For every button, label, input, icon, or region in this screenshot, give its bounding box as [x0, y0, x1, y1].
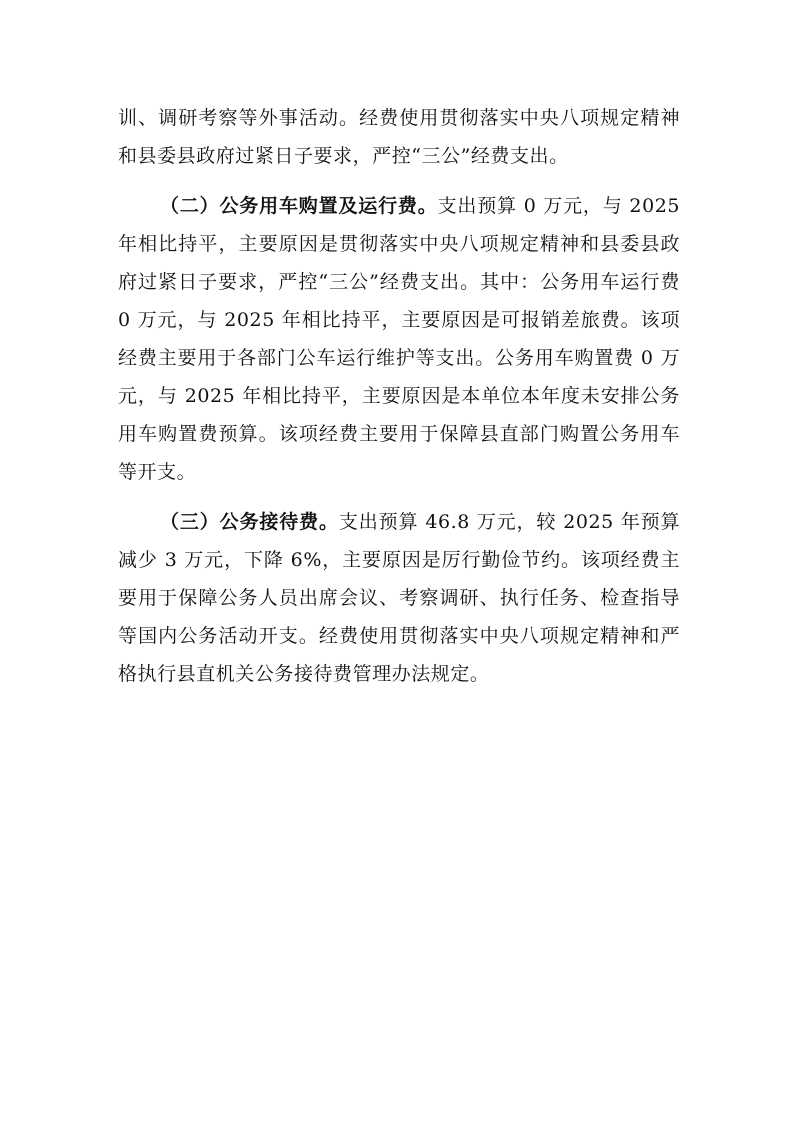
- paragraph-text: 支出预算 46.8 万元，较 2025 年预算减少 3 万元，下降 6%，主要原因是厉行勤俭节约。该项经费主要用于保障公务人员出席会议、考察调研、执行任务、检查指导等国内公务活动开支。经费使用贯彻落实中央八项规定精神和严格执行县直机关公务接待费管理办法规定。: [118, 511, 681, 685]
- paragraph-text: 训、调研考察等外事活动。经费使用贯彻落实中央八项规定精神和县委县政府过紧日子要求，严控“三公”经费支出。: [118, 107, 680, 167]
- body-text: [118, 99, 680, 693]
- paragraph-text: 支出预算 0 万元，与 2025 年相比持平，主要原因是贯彻落实中央八项规定精神和县委县政府过紧日子要求，严控“三公”经费支出。其中：公务用车运行费 0 万元，与 2025 年相比持平，主要原因是可报销差旅费。该项经费主要用于各部门公车运行维护等支出。公务用车购置费 0 万元，与 2025 年相比持平，主要原因是本单位本年度未安排公务用车购置费预算。该项经费主要用于保障县直部门购置公务用车等开支。: [118, 195, 680, 483]
- paragraph-continuation: [118, 99, 680, 175]
- paragraph-reception-expenses: [118, 503, 680, 693]
- section-heading-reception: （三）公务接待费。: [160, 511, 339, 533]
- paragraph-vehicle-expenses: [118, 187, 680, 491]
- section-heading-vehicle: （二）公务用车购置及运行费。: [160, 195, 438, 217]
